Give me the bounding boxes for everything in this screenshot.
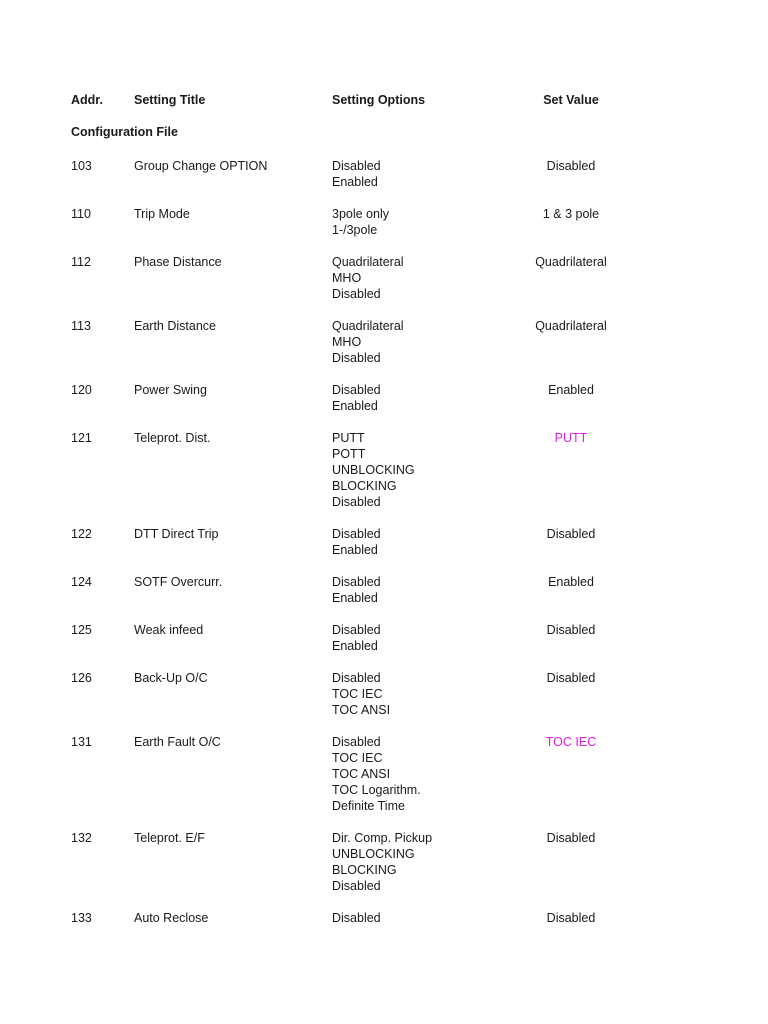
setting-option: MHO [332,271,362,285]
table-row [0,574,768,606]
row-setting-options [332,382,532,414]
row-addr: 133 [71,911,92,925]
row-setting-options [332,622,532,654]
header-setting-title: Setting Title [134,93,206,107]
setting-option: PUTT [332,431,365,445]
row-setting-options [332,254,532,302]
row-set-value: Disabled [546,623,596,637]
row-addr: 112 [71,255,91,269]
setting-option: Disabled [332,575,381,589]
section-title: Configuration File [71,125,178,139]
setting-option: Disabled [332,879,381,893]
row-addr: 113 [71,319,91,333]
row-setting-title: Group Change OPTION [134,159,268,173]
table-row [0,318,768,366]
row-addr: 103 [71,159,92,173]
row-setting-options [332,574,532,606]
row-set-value: Quadrilateral [535,255,607,269]
setting-option: TOC IEC [332,751,383,765]
setting-option: 3pole only [332,207,389,221]
table-row [0,158,768,190]
setting-option: Disabled [332,287,381,301]
setting-option: TOC ANSI [332,703,391,717]
setting-option: Disabled [332,911,381,925]
header-addr: Addr. [71,93,103,107]
row-addr: 121 [71,431,92,445]
setting-option: Disabled [332,527,381,541]
table-row [0,430,768,510]
row-setting-title: DTT Direct Trip [134,527,219,541]
setting-option: Disabled [332,159,381,173]
row-setting-options [332,206,532,238]
setting-option: BLOCKING [332,479,397,493]
setting-option: Disabled [332,735,381,749]
setting-option: Disabled [332,383,381,397]
setting-option: MHO [332,335,362,349]
setting-option: Enabled [332,399,378,413]
setting-option: 1-/3pole [332,223,378,237]
row-setting-options [332,526,532,558]
row-setting-options [332,318,532,366]
setting-option: UNBLOCKING [332,463,415,477]
row-addr: 110 [71,207,91,221]
header-setting-options: Setting Options [332,93,426,107]
table-row [0,526,768,558]
row-addr: 126 [71,671,92,685]
row-set-value: Disabled [546,911,596,925]
settings-table [0,158,768,942]
row-setting-title: Auto Reclose [134,911,209,925]
row-setting-title: Phase Distance [134,255,222,269]
setting-option: Disabled [332,623,381,637]
setting-option: Disabled [332,495,381,509]
row-addr: 132 [71,831,92,845]
setting-option: Quadrilateral [332,255,404,269]
row-setting-options [332,910,532,926]
row-set-value: Disabled [546,159,596,173]
row-setting-title: Weak infeed [134,623,204,637]
row-setting-title: Power Swing [134,383,207,397]
row-addr: 124 [71,575,92,589]
row-setting-options [332,734,532,814]
row-set-value: Disabled [546,831,596,845]
setting-option: TOC ANSI [332,767,391,781]
setting-option: Definite Time [332,799,405,813]
setting-option: Dir. Comp. Pickup [332,831,433,845]
row-set-value: TOC IEC [545,735,597,749]
setting-option: Disabled [332,351,381,365]
table-row [0,382,768,414]
setting-option: Enabled [332,591,378,605]
row-setting-options [332,670,532,718]
row-set-value: Disabled [546,671,596,685]
row-setting-title: SOTF Overcurr. [134,575,223,589]
setting-option: BLOCKING [332,863,397,877]
row-set-value: Enabled [548,575,594,589]
row-setting-options [332,830,532,894]
table-row [0,622,768,654]
header-set-value: Set Value [543,93,599,107]
row-addr: 122 [71,527,92,541]
setting-option: Enabled [332,639,378,653]
table-row [0,830,768,894]
row-setting-title: Teleprot. Dist. [134,431,211,445]
setting-option: Quadrilateral [332,319,404,333]
table-row [0,254,768,302]
setting-option: UNBLOCKING [332,847,415,861]
row-setting-title: Trip Mode [134,207,190,221]
table-header [0,93,768,109]
row-setting-options [332,158,532,190]
setting-option: TOC IEC [332,687,383,701]
row-setting-title: Teleprot. E/F [134,831,205,845]
row-set-value: Disabled [546,527,596,541]
row-setting-options [332,430,532,510]
setting-option: Disabled [332,671,381,685]
row-set-value: PUTT [554,431,588,445]
row-set-value: Enabled [548,383,594,397]
row-addr: 120 [71,383,92,397]
row-addr: 125 [71,623,92,637]
table-row [0,734,768,814]
table-row [0,910,768,926]
row-setting-title: Earth Fault O/C [134,735,221,749]
row-addr: 131 [71,735,92,749]
setting-option: Enabled [332,175,378,189]
table-row [0,206,768,238]
setting-option: Enabled [332,543,378,557]
row-setting-title: Back-Up O/C [134,671,208,685]
row-set-value: 1 & 3 pole [542,207,600,221]
table-row [0,670,768,718]
setting-option: POTT [332,447,366,461]
row-set-value: Quadrilateral [535,319,607,333]
row-setting-title: Earth Distance [134,319,216,333]
setting-option: TOC Logarithm. [332,783,421,797]
